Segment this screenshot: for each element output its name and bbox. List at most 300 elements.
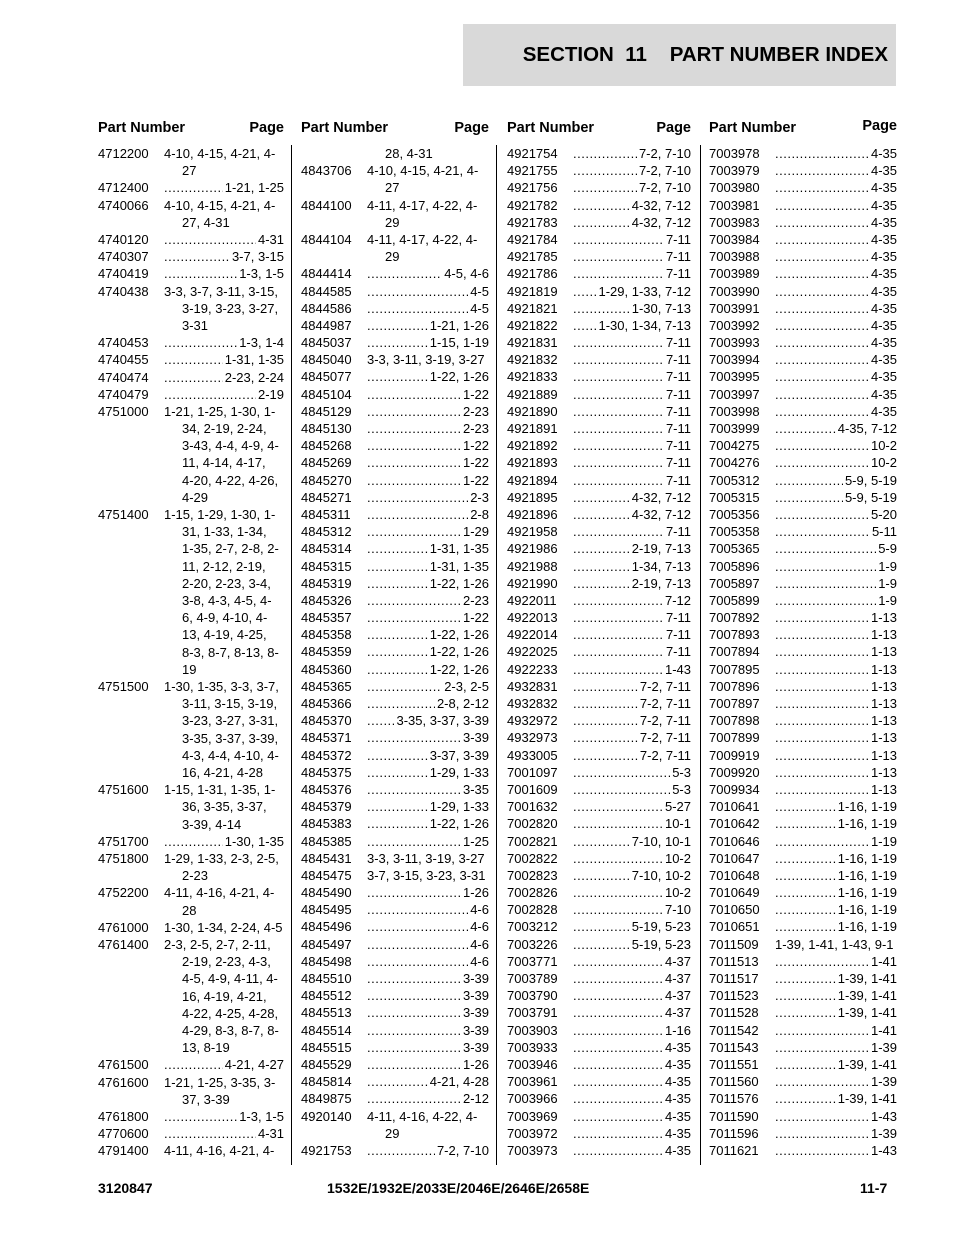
page-ref-text: 7-11 xyxy=(665,403,691,419)
page-ref-text: 1-25 xyxy=(462,833,489,849)
dot-leader xyxy=(775,558,876,575)
part-number: 7010646 xyxy=(709,833,760,849)
dot-leader xyxy=(573,833,630,850)
part-number: 7002821 xyxy=(507,833,558,849)
page-ref-continuation: 11, 4-14, 4-17, xyxy=(182,455,266,471)
page-ref-text: 1-22 xyxy=(462,610,489,626)
page-refs xyxy=(367,901,489,918)
part-number: 7005312 xyxy=(709,472,760,488)
part-number: 4761800 xyxy=(98,1108,149,1124)
dot-leader xyxy=(164,1108,237,1125)
index-entry xyxy=(709,386,897,403)
page-refs xyxy=(573,403,691,420)
index-entry xyxy=(507,454,691,471)
dot-leader xyxy=(573,386,664,403)
page-refs xyxy=(367,609,489,626)
page-refs xyxy=(775,506,897,523)
index-entry xyxy=(507,368,691,385)
index-entry xyxy=(507,1073,691,1090)
page-ref-text: 1-41 xyxy=(870,1022,897,1038)
page-ref-text: 4-11, 4-16, 4-21, 4- xyxy=(164,885,275,901)
page-ref-text: 7-10 xyxy=(664,902,691,918)
dot-leader xyxy=(573,867,630,884)
index-entry xyxy=(709,712,897,729)
page-ref-text: 1-26 xyxy=(462,885,489,901)
page-refs xyxy=(367,523,489,540)
page-refs xyxy=(573,420,691,437)
page-ref-text: 4-5 xyxy=(470,300,489,316)
entry-list xyxy=(301,145,489,1159)
page-refs xyxy=(164,369,284,386)
part-number: 4932831 xyxy=(507,678,558,694)
page-ref-continuation: 3-43, 4-4, 4-9, 4- xyxy=(182,438,279,454)
index-entry xyxy=(301,661,489,678)
index-entry xyxy=(507,747,691,764)
index-entry xyxy=(507,506,691,523)
page-ref-text: 1-29 xyxy=(462,524,489,540)
page-refs xyxy=(573,454,691,471)
page-ref-text: 3-35, 3-37, 3-39 xyxy=(396,713,489,729)
page-refs xyxy=(573,506,691,523)
index-entry xyxy=(507,523,691,540)
page-ref-text: 1-39 xyxy=(870,1039,897,1055)
page-refs xyxy=(775,386,897,403)
index-entry xyxy=(507,197,691,214)
page-ref-text: 4-35 xyxy=(664,1056,691,1072)
column-header xyxy=(507,119,691,145)
dot-leader xyxy=(164,265,237,282)
page-refs xyxy=(573,695,691,712)
page-refs xyxy=(775,248,897,265)
part-number: 7003991 xyxy=(709,300,760,316)
index-entry xyxy=(709,145,897,162)
page-ref-text: 7-12 xyxy=(664,592,691,608)
index-entry xyxy=(98,678,284,781)
index-entry xyxy=(507,592,691,609)
page-ref-text: 7-11 xyxy=(665,644,691,660)
dot-leader xyxy=(573,162,637,179)
page-refs xyxy=(573,540,691,557)
page-refs xyxy=(573,626,691,643)
index-column-1 xyxy=(98,119,284,1160)
page-refs xyxy=(573,162,691,179)
index-entry xyxy=(98,919,284,936)
page-ref-text: 4-35 xyxy=(870,352,897,368)
page-refs xyxy=(367,661,489,678)
page-ref-continuation: 29 xyxy=(385,214,400,230)
page-refs xyxy=(367,1004,489,1021)
page-ref-continuation: 2-19, 2-23, 4-3, xyxy=(182,954,271,970)
page-refs xyxy=(367,833,489,850)
index-entry xyxy=(709,901,897,918)
page-ref-text: 3-35 xyxy=(462,781,489,797)
index-entry xyxy=(301,695,489,712)
part-number: 4921785 xyxy=(507,249,558,265)
index-entry xyxy=(507,729,691,746)
page-ref-text: 4-6 xyxy=(470,919,489,935)
dot-leader xyxy=(164,1056,223,1073)
dot-leader xyxy=(775,248,869,265)
page-refs xyxy=(164,1125,284,1142)
page-ref-text: 1-16, 1-19 xyxy=(837,816,897,832)
part-number: 4740479 xyxy=(98,386,149,402)
page-ref-text: 5-3 xyxy=(672,781,691,797)
dot-leader xyxy=(573,918,630,935)
page-ref-text: 1-22, 1-26 xyxy=(429,661,489,677)
part-number: 4751500 xyxy=(98,679,149,695)
page-ref-text: 3-39 xyxy=(462,1022,489,1038)
page-refs xyxy=(367,317,489,334)
page-refs xyxy=(573,815,691,832)
index-entry xyxy=(98,1125,284,1142)
part-number: 7003979 xyxy=(709,163,760,179)
index-entry xyxy=(507,214,691,231)
part-number: 7010642 xyxy=(709,816,760,832)
dot-leader xyxy=(775,197,869,214)
index-entry xyxy=(98,231,284,248)
page-ref-text: 4-35 xyxy=(870,180,897,196)
part-number: 4922014 xyxy=(507,627,558,643)
index-entry xyxy=(507,850,691,867)
page-refs xyxy=(367,747,489,764)
page-ref-text: 10-2 xyxy=(664,850,691,866)
page-ref-text: 2-3, 2-5, 2-7, 2-11, xyxy=(164,937,271,952)
index-entry xyxy=(301,987,489,1004)
page-header: Page xyxy=(249,120,284,136)
index-entry xyxy=(507,712,691,729)
index-entry xyxy=(709,661,897,678)
page-refs xyxy=(367,300,489,317)
part-number: 7007895 xyxy=(709,661,760,677)
page-refs xyxy=(367,1022,489,1039)
index-entry xyxy=(507,540,691,557)
dot-leader xyxy=(367,1056,461,1073)
page-refs xyxy=(775,661,897,678)
page-refs xyxy=(775,265,897,282)
index-entry xyxy=(301,729,489,746)
dot-leader xyxy=(775,781,869,798)
dot-leader xyxy=(775,918,836,935)
part-number: 7007893 xyxy=(709,627,760,643)
part-number: 7011542 xyxy=(709,1022,759,1038)
dot-leader xyxy=(164,179,223,196)
index-entry xyxy=(709,368,897,385)
page-ref-text: 28, 4-31 xyxy=(385,146,433,161)
dot-leader xyxy=(775,386,869,403)
index-entry xyxy=(709,987,897,1004)
part-number: 7011590 xyxy=(709,1108,759,1124)
page-ref-text: 2-23 xyxy=(462,403,489,419)
dot-leader xyxy=(573,437,664,454)
index-entry xyxy=(507,609,691,626)
page-refs xyxy=(573,1108,691,1125)
part-number: 4845129 xyxy=(301,403,352,419)
dot-leader xyxy=(367,506,468,523)
part-number: 4922233 xyxy=(507,661,558,677)
page-refs xyxy=(775,437,897,454)
page-refs xyxy=(573,231,691,248)
page-ref-continuation: 3-31 xyxy=(182,317,209,333)
page-refs xyxy=(775,489,897,506)
dot-leader xyxy=(164,833,223,850)
index-entry xyxy=(709,351,897,368)
page-refs xyxy=(367,283,489,300)
part-number: 7007899 xyxy=(709,730,760,746)
page-refs xyxy=(367,884,489,901)
part-number: 7010649 xyxy=(709,885,760,901)
dot-leader xyxy=(573,179,637,196)
part-number: 4921755 xyxy=(507,163,558,179)
part-number: 4740066 xyxy=(98,197,149,213)
page-refs xyxy=(775,575,897,592)
page-refs xyxy=(775,1073,897,1090)
dot-leader xyxy=(775,609,869,626)
page-refs xyxy=(775,1004,897,1021)
index-entry xyxy=(507,403,691,420)
part-number: 7011621 xyxy=(709,1142,759,1158)
page-ref-text: 1-22 xyxy=(462,455,489,471)
page-ref-text: 1-22, 1-26 xyxy=(429,575,489,591)
index-entry xyxy=(98,850,284,884)
part-number: 7003212 xyxy=(507,919,558,935)
index-entry xyxy=(301,850,489,867)
part-number: 7002826 xyxy=(507,885,558,901)
part-number-header: Part Number xyxy=(301,120,389,136)
page-refs xyxy=(775,317,897,334)
part-number: 4845497 xyxy=(301,936,352,952)
dot-leader xyxy=(573,678,638,695)
section-header-box xyxy=(463,24,896,86)
dot-leader xyxy=(573,214,630,231)
page-ref-text: 4-37 xyxy=(664,988,691,1004)
page-refs xyxy=(573,901,691,918)
index-entry xyxy=(301,145,489,162)
dot-leader xyxy=(573,815,663,832)
dot-leader xyxy=(775,454,869,471)
dot-leader xyxy=(573,558,630,575)
page-ref-text: 1-22, 1-26 xyxy=(429,369,489,385)
dot-leader xyxy=(573,575,630,592)
dot-leader xyxy=(573,231,664,248)
page-ref-text: 7-11 xyxy=(665,386,691,402)
index-entry xyxy=(301,1108,489,1142)
page-refs xyxy=(775,1108,897,1125)
dot-leader xyxy=(573,592,663,609)
page-refs xyxy=(775,712,897,729)
dot-leader xyxy=(573,334,664,351)
page-ref-text: 3-39 xyxy=(462,988,489,1004)
page-ref-text: 4-31 xyxy=(257,1126,284,1142)
dot-leader xyxy=(367,540,428,557)
dot-leader xyxy=(573,1125,663,1142)
page-refs xyxy=(164,334,284,351)
page-refs xyxy=(367,472,489,489)
index-entry xyxy=(301,300,489,317)
part-number: 4845510 xyxy=(301,971,352,987)
dot-leader xyxy=(367,300,468,317)
page-refs xyxy=(367,592,489,609)
entry-list xyxy=(98,145,284,1160)
dot-leader xyxy=(775,661,869,678)
index-entry xyxy=(709,575,897,592)
entry-list xyxy=(709,145,897,1159)
page-ref-text: 1-26 xyxy=(462,1056,489,1072)
page-ref-text: 5-3 xyxy=(672,764,691,780)
dot-leader xyxy=(367,403,461,420)
part-number: 4761500 xyxy=(98,1057,149,1073)
index-entry xyxy=(98,334,284,351)
part-number: 4845371 xyxy=(301,730,352,746)
page-refs xyxy=(367,575,489,592)
index-entry xyxy=(507,489,691,506)
index-entry xyxy=(507,1056,691,1073)
part-number: 4845270 xyxy=(301,472,352,488)
page-refs xyxy=(367,798,489,815)
dot-leader xyxy=(367,368,428,385)
dot-leader xyxy=(573,145,637,162)
page-refs xyxy=(573,145,691,162)
index-entry xyxy=(301,1004,489,1021)
part-number: 4845040 xyxy=(301,352,352,368)
page-refs xyxy=(775,729,897,746)
footer-models: 1532E/1932E/2033E/2046E/2646E/2658E xyxy=(327,1180,590,1196)
part-number: 4845104 xyxy=(301,386,352,402)
page-ref-text: 1-34, 7-13 xyxy=(631,558,691,574)
page-ref-text: 1-43 xyxy=(870,1108,897,1124)
index-entry xyxy=(709,609,897,626)
part-number: 4845077 xyxy=(301,369,352,385)
part-number: 4933005 xyxy=(507,747,558,763)
page-refs xyxy=(775,472,897,489)
index-entry xyxy=(709,1056,897,1073)
part-number: 4921783 xyxy=(507,214,558,230)
part-number: 7011560 xyxy=(709,1074,759,1090)
index-entry xyxy=(709,1073,897,1090)
page-refs xyxy=(367,1090,489,1107)
dot-leader xyxy=(367,265,442,282)
page-refs xyxy=(573,472,691,489)
index-entry xyxy=(709,781,897,798)
page-refs xyxy=(367,489,489,506)
part-number: 7009919 xyxy=(709,747,760,763)
page-ref-text: 1-41 xyxy=(870,953,897,969)
index-entry xyxy=(301,884,489,901)
index-entry xyxy=(507,1090,691,1107)
part-number: 7003997 xyxy=(709,386,760,402)
part-number: 4922013 xyxy=(507,610,558,626)
dot-leader xyxy=(573,1073,663,1090)
page-ref-text: 1-30, 1-34, 7-13 xyxy=(598,317,691,333)
part-number: 7002823 xyxy=(507,867,558,883)
page-refs xyxy=(573,643,691,660)
part-number: 7011523 xyxy=(709,988,759,1004)
page-ref-text: 1-22 xyxy=(462,438,489,454)
page-ref-text: 7-2, 7-11 xyxy=(639,713,691,729)
part-number: 7003995 xyxy=(709,369,760,385)
page-ref-text: 1-16, 1-19 xyxy=(837,902,897,918)
page-ref-text: 4-11, 4-16, 4-21, 4- xyxy=(164,1143,275,1159)
page-ref-text: 3-39 xyxy=(462,1039,489,1055)
page-refs xyxy=(573,265,691,282)
part-number: 7003978 xyxy=(709,146,760,161)
page-ref-text: 2-19, 7-13 xyxy=(631,575,691,591)
page-refs xyxy=(573,609,691,626)
page-refs xyxy=(573,1090,691,1107)
part-number: 4845379 xyxy=(301,799,352,815)
dot-leader xyxy=(367,575,428,592)
part-number: 4712200 xyxy=(98,146,149,161)
part-number: 7010641 xyxy=(709,799,760,815)
part-number: 7003988 xyxy=(709,249,760,265)
part-number: 7003789 xyxy=(507,971,558,986)
dot-leader xyxy=(367,695,435,712)
page-header: Page xyxy=(454,120,489,136)
part-number: 4845312 xyxy=(301,524,352,540)
dot-leader xyxy=(775,1039,869,1056)
dot-leader xyxy=(573,712,638,729)
page-ref-text: 1-13 xyxy=(870,747,897,763)
page-refs xyxy=(573,575,691,592)
page-ref-text: 1-9 xyxy=(878,592,897,608)
index-entry xyxy=(507,300,691,317)
dot-leader xyxy=(367,953,468,970)
dot-leader xyxy=(367,678,442,695)
dot-leader xyxy=(573,1142,663,1159)
page-ref-text: 1-29, 1-33, 7-12 xyxy=(598,283,691,299)
part-number: 7001632 xyxy=(507,799,558,815)
part-number: 7003791 xyxy=(507,1005,558,1021)
page-ref-text: 7-11 xyxy=(665,455,691,471)
dot-leader xyxy=(573,764,670,781)
dot-leader xyxy=(367,1073,428,1090)
page-ref-text: 1-3, 1-5 xyxy=(239,266,284,282)
index-entry xyxy=(709,197,897,214)
index-entry xyxy=(98,506,284,678)
page-refs xyxy=(164,231,284,248)
page-refs xyxy=(775,867,897,884)
column-header xyxy=(301,119,489,145)
page-ref-text: 4-21, 4-27 xyxy=(224,1057,284,1073)
dot-leader xyxy=(164,1125,256,1142)
index-entry xyxy=(709,815,897,832)
index-entry xyxy=(709,1004,897,1021)
part-number: 4922011 xyxy=(507,592,557,608)
part-number: 7003994 xyxy=(709,352,760,368)
index-entry xyxy=(301,454,489,471)
page-refs xyxy=(573,764,691,781)
page-refs xyxy=(367,764,489,781)
page-ref-text: 1-15, 1-31, 1-35, 1- xyxy=(164,782,276,798)
page-ref-text: 3-3, 3-11, 3-19, 3-27 xyxy=(367,352,485,368)
dot-leader xyxy=(573,695,638,712)
dot-leader xyxy=(775,317,869,334)
index-entry xyxy=(301,334,489,351)
part-number: 7005358 xyxy=(709,524,760,540)
dot-leader xyxy=(367,884,461,901)
dot-leader xyxy=(775,489,843,506)
page-ref-text: 3-39 xyxy=(462,730,489,746)
page-ref-continuation: 13, 8-19 xyxy=(182,1040,230,1056)
index-entry xyxy=(301,747,489,764)
index-entry xyxy=(507,833,691,850)
index-entry xyxy=(709,558,897,575)
dot-leader xyxy=(775,987,836,1004)
dot-leader xyxy=(573,609,664,626)
part-number: 7003999 xyxy=(709,421,760,436)
dot-leader xyxy=(367,661,428,678)
page-refs xyxy=(775,592,897,609)
index-entry xyxy=(709,300,897,317)
